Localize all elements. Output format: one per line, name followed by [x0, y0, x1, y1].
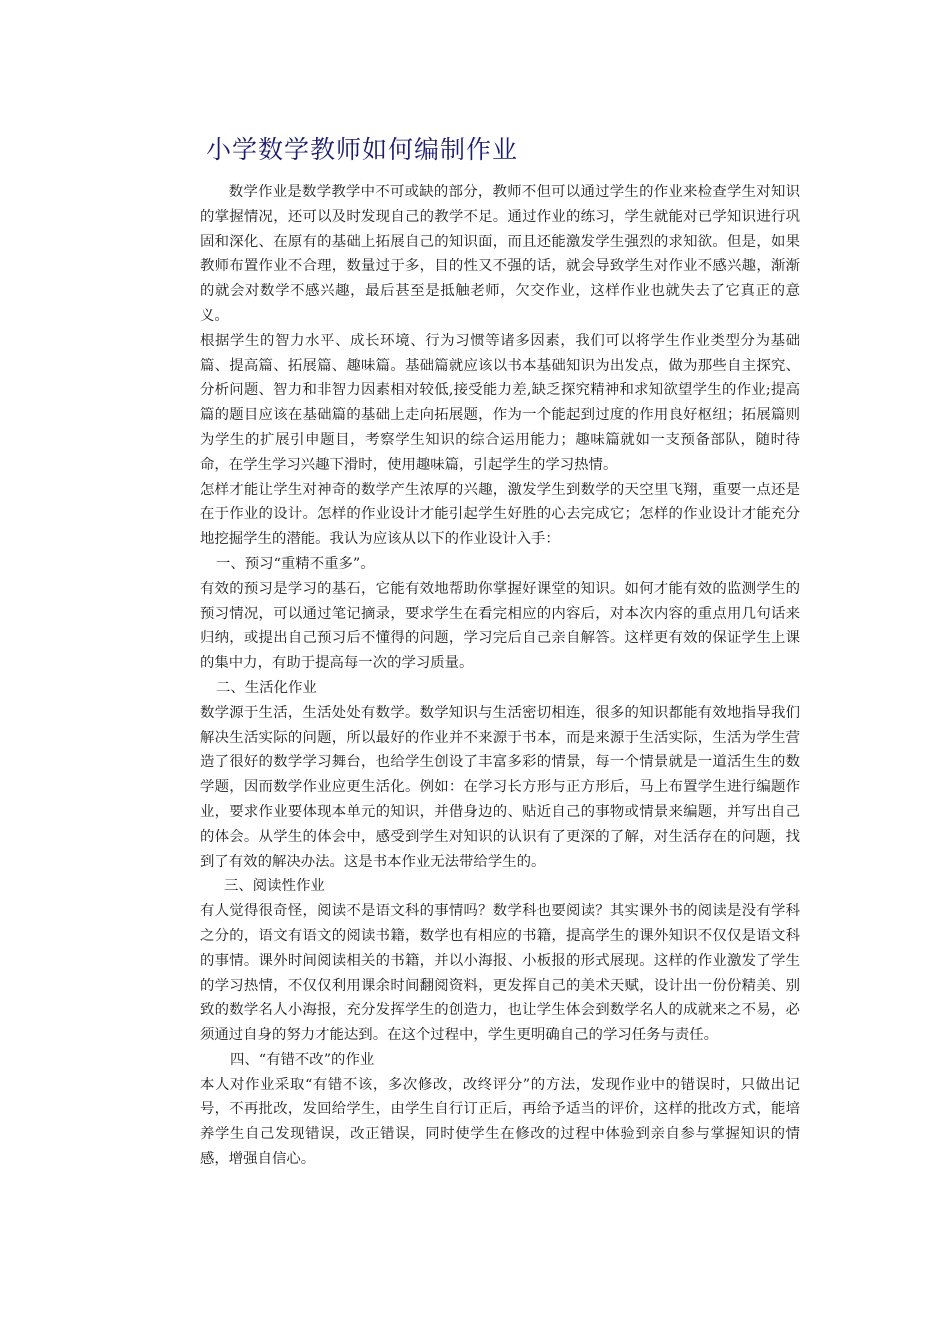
document-page: [200, 130, 800, 1172]
document-title: 小学数学教师如何编制作业: [206, 135, 519, 164]
intro-paragraph-1: 数学作业是数学教学中不可或缺的部分，教师不但可以通过学生的作业来检查学生对知识的掌握情况，还可以及时发现自己的教学不足。通过作业的练习，学生就能对已学知识进行巩固和深化、在原有的基础上拓展自己的知识面，而且还能激发学生强烈的求知欲。但是，如果教师布置作业不合理，数量过于多，目的性又不强的话，就会导致学生对作业不感兴趣，渐渐的就会对数学不感兴趣，最后甚至是抵触老师，欠交作业，这样作业也就失去了它真正的意义。: [200, 184, 800, 324]
section-body-4: 本人对作业采取“有错不该，多次修改，改终评分”的方法，发现作业中的错误时，只做出记号，不再批改，发回给学生，由学生自行订正后，再给予适当的评价，这样的批改方式，能培养学生自己发现错误，改正错误，同时使学生在修改的过程中体验到亲自参与掌握知识的情感，增强自信心。: [200, 1076, 800, 1168]
intro-paragraph-3: 怎样才能让学生对神奇的数学产生浓厚的兴趣，激发学生到数学的天空里飞翔，重要一点还是在于作业的设计。怎样的作业设计才能引起学生好胜的心去完成它；怎样的作业设计才能充分地挖掘学生的潜能。我认为应该从以下的作业设计入手：: [200, 481, 800, 548]
intro-paragraph-2: 根据学生的智力水平、成长环境、行为习惯等诸多因素，我们可以将学生作业类型分为基础篇、提高篇、拓展篇、趣味篇。基础篇就应该以书本基础知识为出发点，做为那些自主探究、分析问题、智力和非智力因素相对较低,接受能力差,缺乏探究精神和求知欲望学生的作业;提高篇的题目应该在基础篇的基础上走向拓展题，作为一个能起到过度的作用良好枢纽；拓展篇则为学生的扩展引申题目，考察学生知识的综合运用能力；趣味篇就如一支预备部队，随时待命，在学生学习兴趣下滑时，使用趣味篇，引起学生的学习热情。: [200, 332, 800, 473]
section-body-1: 有效的预习是学习的基石，它能有效地帮助你掌握好课堂的知识。如何才能有效的监测学生的预习情况，可以通过笔记摘录，要求学生在看完相应的内容后，对本次内容的重点用几句话来归纳，或提出自己预习后不懂得的问题，学习完后自己亲自解答。这样更有效的保证学生上课的集中力，有助于提高每一次的学习质量。: [200, 580, 800, 672]
section-heading-4: 四、“有错不改”的作业: [230, 1051, 375, 1068]
section-heading-2: 二、生活化作业: [216, 679, 317, 696]
section-body-3: 有人觉得很奇怪，阅读不是语文科的事情吗？数学科也要阅读？其实课外书的阅读是没有学科之分的，语文有语文的阅读书籍，数学也有相应的书籍，提高学生的课外知识不仅仅是语文科的事情。课外时间阅读相关的书籍，并以小海报、小板报的形式展现。这样的作业激发了学生的学习热情，不仅仅利用课余时间翻阅资料，更发挥自己的美术天赋，设计出一份份精美、别致的数学名人小海报，充分发挥学生的创造力，也让学生体会到数学名人的成就来之不易，必须通过自身的努力才能达到。在这个过程中，学生更明确自己的学习任务与责任。: [200, 903, 800, 1044]
section-heading-1: 一、预习“重精不重多”。: [216, 555, 375, 572]
section-body-2: 数学源于生活，生活处处有数学。数学知识与生活密切相连，很多的知识都能有效地指导我们解决生活实际的问题，所以最好的作业并不来源于书本，而是来源于生活实际，生活为学生营造了很好的数学学习舞台，也给学生创设了丰富多彩的情景，每一个情景就是一道活生生的数学题，因而数学作业应更生活化。例如：在学习长方形与正方形后，马上布置学生进行编题作业，要求作业要体现本单元的知识，并借身边的、贴近自己的事物或情景来编题，并写出自己的体会。从学生的体会中，感受到学生对知识的认识有了更深的了解，对生活存在的问题，找到了有效的解决办法。这是书本作业无法带给学生的。: [200, 704, 800, 870]
section-heading-3: 三、阅读性作业: [224, 878, 325, 895]
